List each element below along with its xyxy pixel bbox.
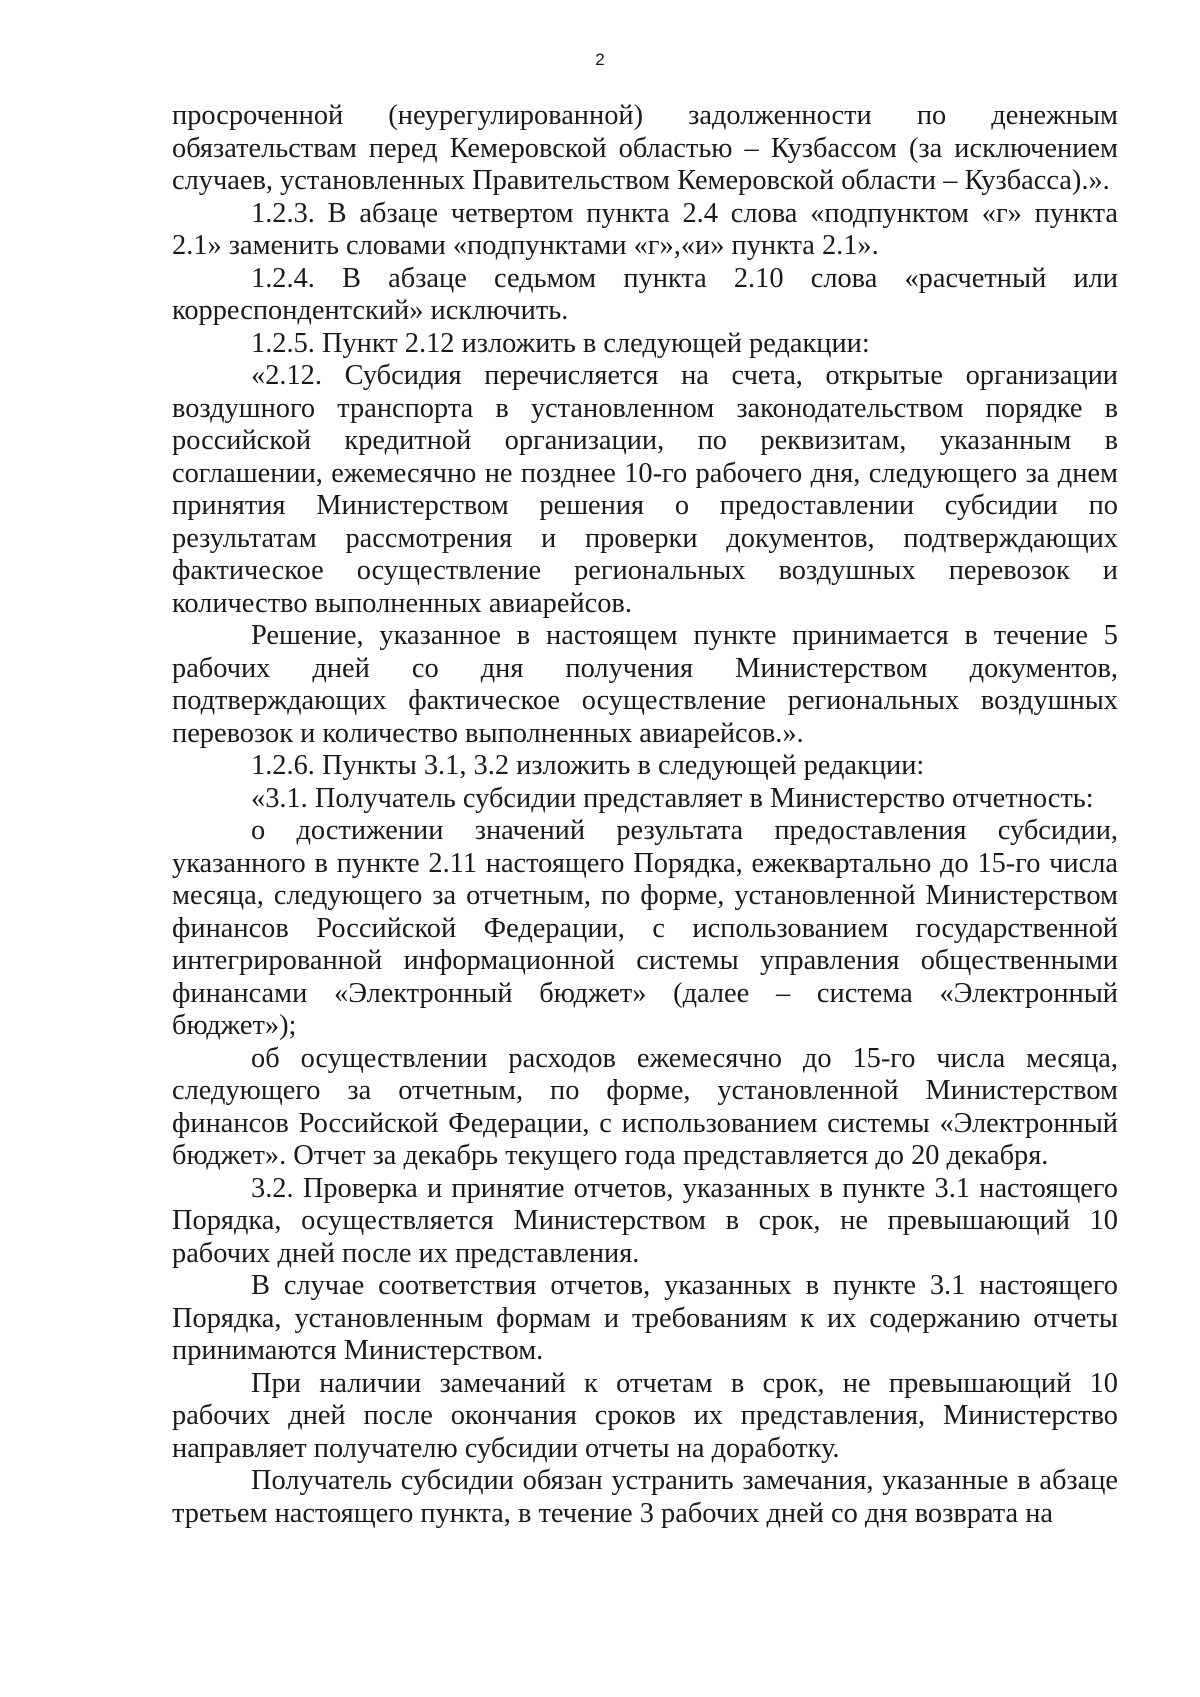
- paragraph-1-2-3: 1.2.3. В абзаце четвертом пункта 2.4 слова «подпунктом «г» пункта 2.1» заменить словами «подпунктами «г»,«и» пункта 2.1».: [172, 197, 1118, 261]
- paragraph-1-2-6: 1.2.6. Пункты 3.1, 3.2 изложить в следующей редакции:: [251, 750, 925, 781]
- paragraph-expenses-report: об осуществлении расходов ежемесячно до 15-го числа месяца, следующего за отчетным, по форме, установленной Министерством финансов Российской Федерации, с использованием системы «Электронный бюджет». Отчет за декабрь текущего года представляется до 20 декабря.: [172, 1042, 1118, 1171]
- paragraph-1-2-4: 1.2.4. В абзаце седьмом пункта 2.10 слова «расчетный или корреспондентский» исключить.: [172, 262, 1118, 326]
- paragraph-correction: Получатель субсидии обязан устранить замечания, указанные в абзаце третьем настоящего пункта, в течение 3 рабочих дней со дня возврата на: [172, 1465, 1118, 1529]
- paragraph-results-report: о достижении значений результата предоставления субсидии, указанного в пункте 2.11 настоящего Порядка, ежеквартально до 15-го числа месяца, следующего за отчетным, по форме, установленной Министерством финансов Российской Федерации, с использованием государственной интегрированной информационной системы управления общественными финансами «Электронный бюджет» (далее – система «Электронный бюджет»);: [172, 815, 1118, 1041]
- page-number: 2: [595, 50, 605, 69]
- paragraph-3-1: «3.1. Получатель субсидии представляет в Министерство отчетность:: [251, 782, 1094, 814]
- paragraph-1-2-5: 1.2.5. Пункт 2.12 изложить в следующей редакции:: [251, 327, 870, 359]
- paragraph-decision: Решение, указанное в настоящем пункте принимается в течение 5 рабочих дней со дня получения Министерством документов, подтверждающих фактическое осуществление региональных воздушных перевозок и количество выполненных авиарейсов.».: [172, 620, 1118, 749]
- paragraph-3-2: 3.2. Проверка и принятие отчетов, указанных в пункте 3.1 настоящего Порядка, осуществляется Министерством в срок, не превышающий 10 рабочих дней после их представления.: [172, 1172, 1118, 1269]
- paragraph-continuation: просроченной (неурегулированной) задолженности по денежным обязательствам перед Кемеровской областью – Кузбассом (за исключением случаев, установленных Правительством Кемеровской области – Кузбасса).».: [172, 100, 1118, 196]
- document-body: [172, 100, 1118, 1530]
- paragraph-remarks: При наличии замечаний к отчетам в срок, не превышающий 10 рабочих дней после окончания сроков их представления, Министерство направляет получателю субсидии отчеты на доработку.: [172, 1367, 1118, 1464]
- paragraph-acceptance: В случае соответствия отчетов, указанных в пункте 3.1 настоящего Порядка, установленным формам и требованиям к их содержанию отчеты принимаются Министерством.: [172, 1270, 1118, 1366]
- paragraph-2-12: «2.12. Субсидия перечисляется на счета, открытые организации воздушного транспорта в установленном законодательством порядке в российской кредитной организации, по реквизитам, указанным в соглашении, ежемесячно не позднее 10-го рабочего дня, следующего за днем принятия Министерством решения о предоставлении субсидии по результатам рассмотрения и проверки документов, подтверждающих фактическое осуществление региональных воздушных перевозок и количество выполненных авиарейсов.: [172, 360, 1118, 619]
